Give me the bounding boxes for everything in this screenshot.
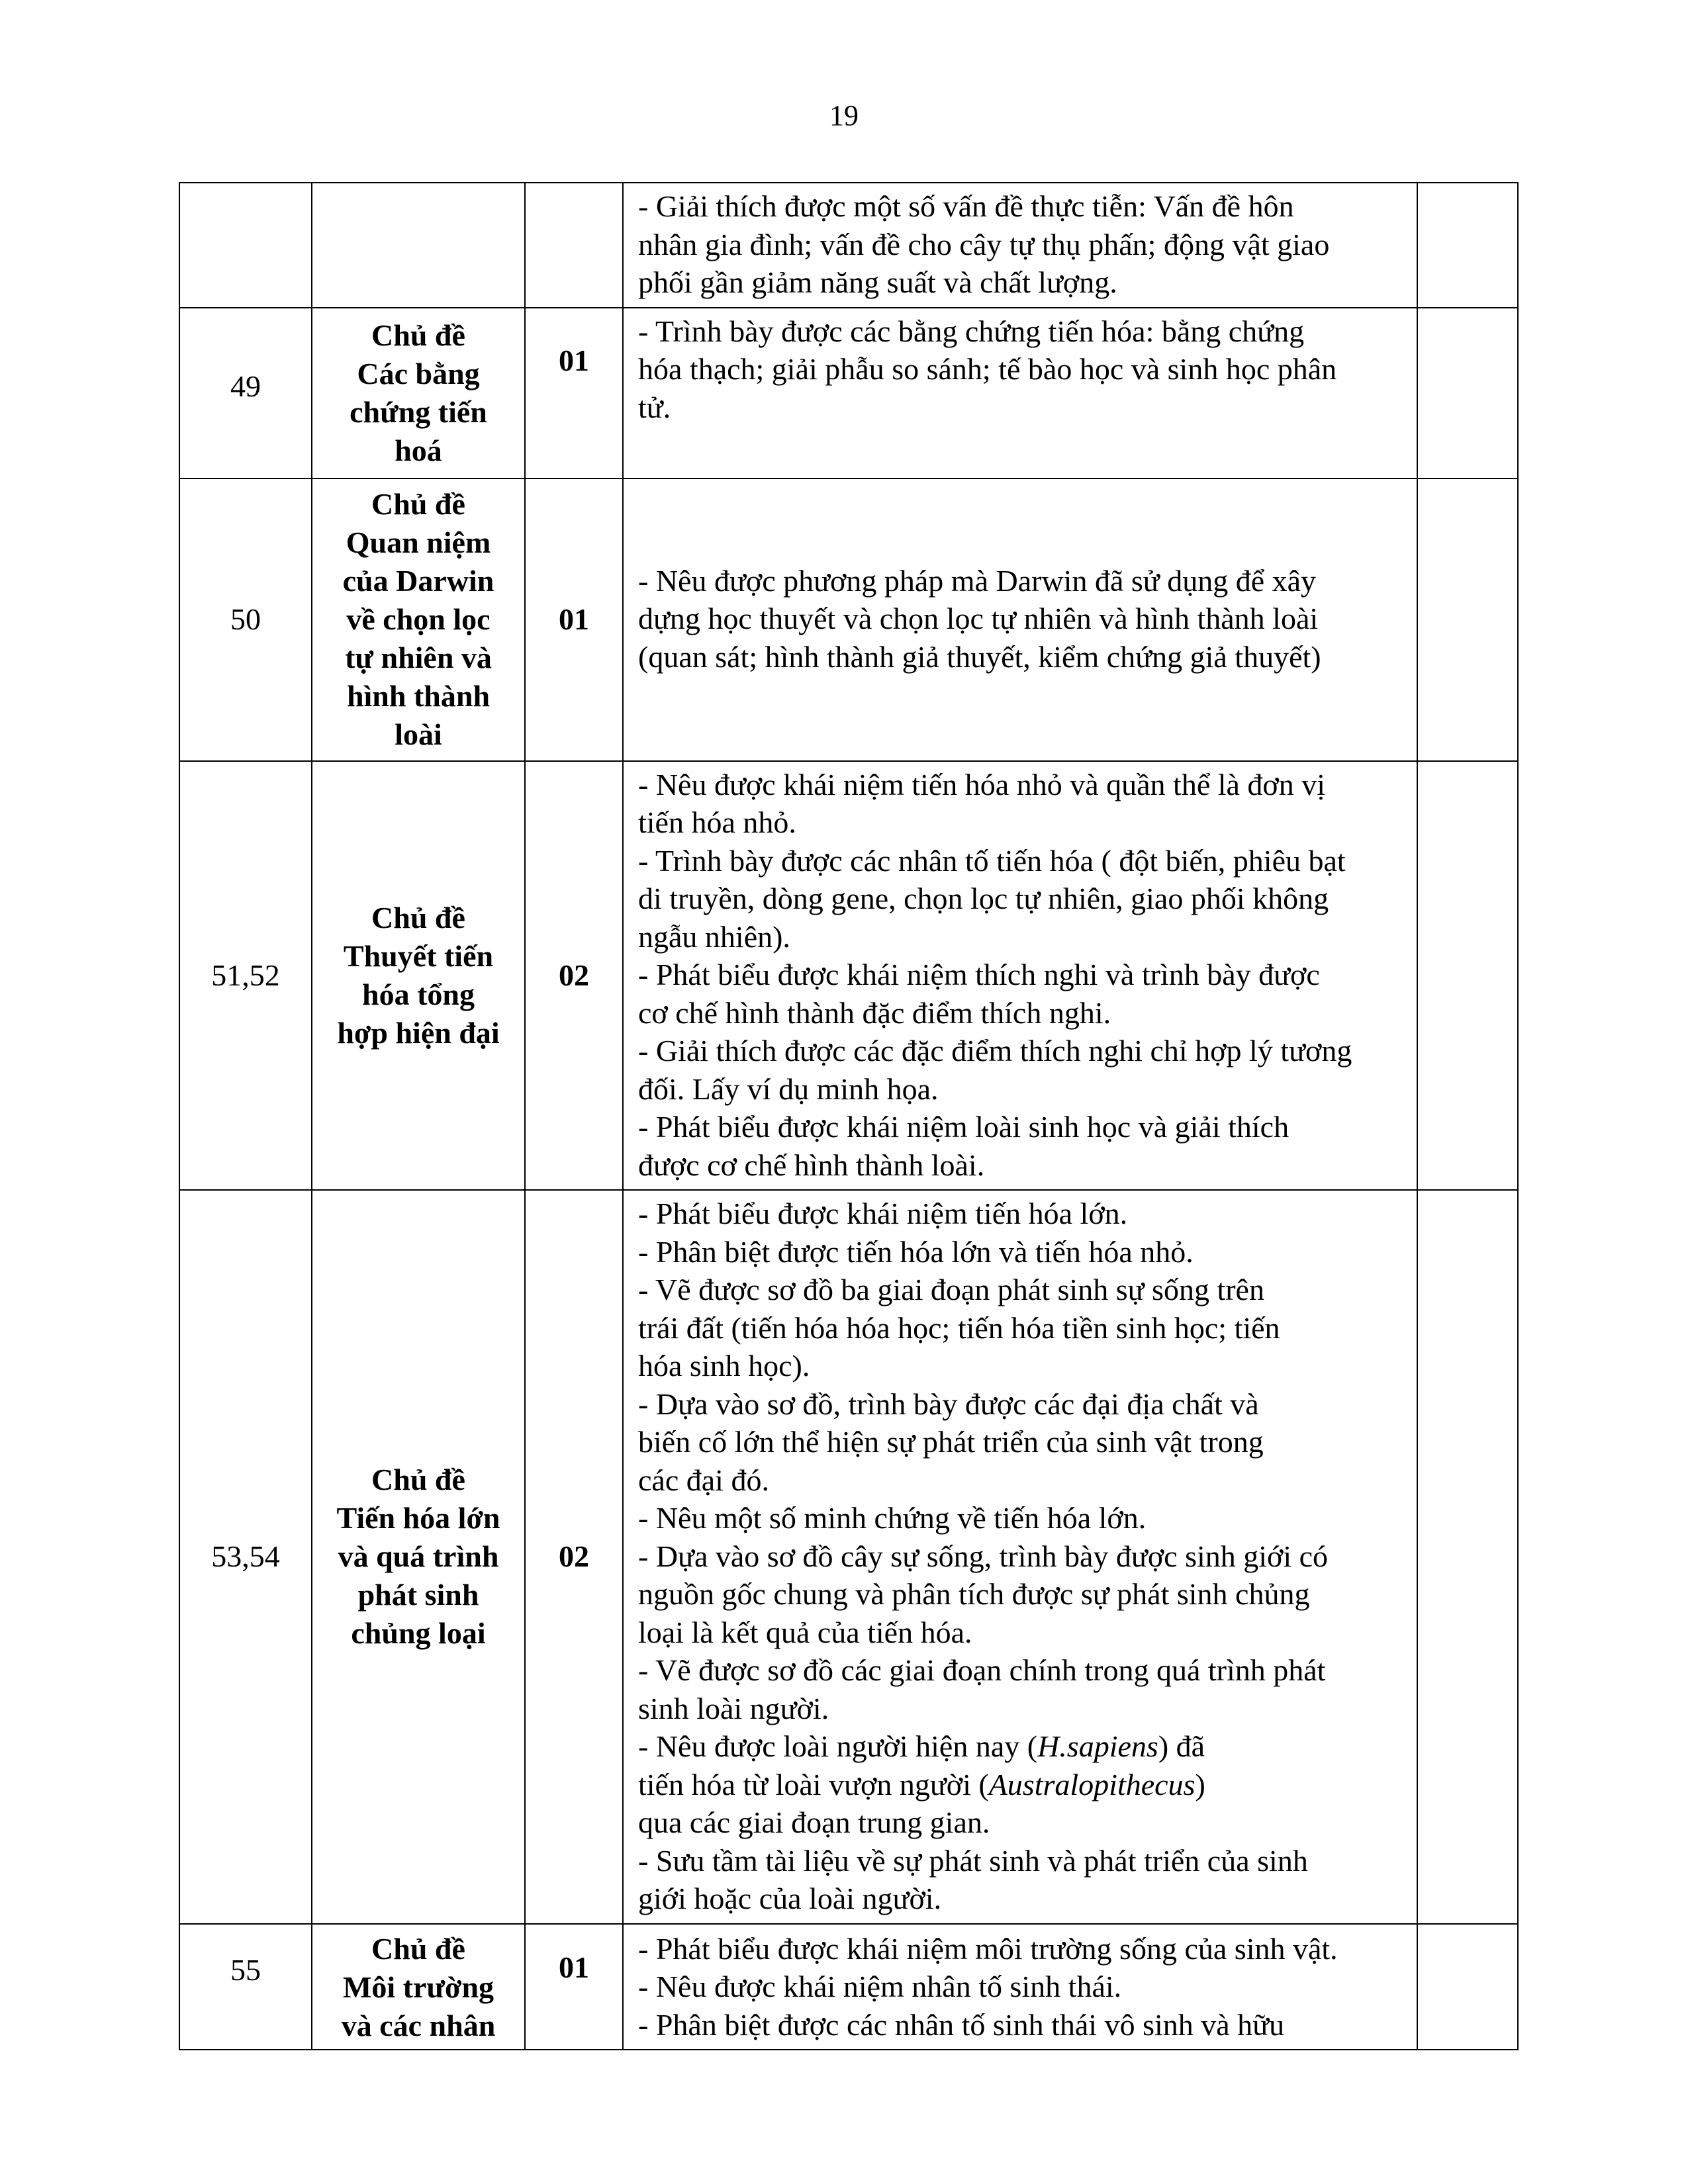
topic-line: Chủ đề bbox=[371, 900, 465, 934]
requirement-line: - Trình bày được các nhân tố tiến hóa ( đột biến, phiêu bạt bbox=[638, 843, 1346, 878]
requirements-cell bbox=[623, 1190, 1417, 1924]
requirement-line: trái đất (tiến hóa hóa học; tiến hóa tiền sinh học; tiến bbox=[638, 1310, 1280, 1345]
requirement-line: - Giải thích được một số vấn đề thực tiễn: Vấn đề hôn bbox=[638, 189, 1294, 223]
topic-line: hoá bbox=[395, 433, 442, 467]
periods-cell: 02 bbox=[525, 1190, 623, 1924]
lesson-cell: 51,52 bbox=[179, 761, 312, 1191]
table-row bbox=[179, 308, 1518, 478]
note-cell bbox=[1417, 1924, 1518, 2050]
topic-line: phát sinh bbox=[357, 1578, 479, 1612]
requirement-line: (quan sát; hình thành giả thuyết, kiểm chứng giả thuyết) bbox=[638, 639, 1321, 674]
requirement-line: - Nêu được phương pháp mà Darwin đã sử dụng để xây bbox=[638, 563, 1317, 598]
requirements-cell bbox=[623, 478, 1417, 761]
topic-line: Chủ đề bbox=[371, 487, 465, 521]
requirement-line: - Nêu một số minh chứng về tiến hóa lớn. bbox=[638, 1501, 1147, 1535]
requirement-line: - Nêu được loài người hiện nay (H.sapiens) đã bbox=[638, 1729, 1205, 1763]
topic-line: Chủ đề bbox=[371, 1931, 465, 1966]
requirement-line: dựng học thuyết và chọn lọc tự nhiên và hình thành loài bbox=[638, 602, 1319, 636]
topic-cell bbox=[312, 761, 525, 1191]
topic-cell bbox=[312, 183, 525, 308]
topic-line: Môi trường bbox=[342, 1970, 494, 2004]
requirement-line: - Giải thích được các đặc điểm thích nghi chỉ hợp lý tương bbox=[638, 1034, 1352, 1068]
requirement-line: tiến hóa từ loài vượn người (Australopithecus) bbox=[638, 1767, 1205, 1801]
topic-line: Các bằng bbox=[357, 356, 480, 390]
requirement-line: - Dựa vào sơ đồ cây sự sống, trình bày được sinh giới có bbox=[638, 1539, 1329, 1573]
requirement-line: - Phát biểu được khái niệm loài sinh học và giải thích bbox=[638, 1110, 1289, 1144]
requirement-line: - Vẽ được sơ đồ các giai đoạn chính trong quá trình phát bbox=[638, 1653, 1326, 1687]
topic-cell bbox=[312, 308, 525, 478]
periods-cell: 02 bbox=[525, 761, 623, 1191]
requirement-line: tử. bbox=[638, 390, 671, 424]
note-cell bbox=[1417, 183, 1518, 308]
requirement-line: - Phát biểu được khái niệm môi trường sống của sinh vật. bbox=[638, 1931, 1338, 1966]
lesson-cell: 55 bbox=[179, 1924, 312, 2050]
topic-line: của Darwin bbox=[342, 564, 494, 598]
requirement-line: nguồn gốc chung và phân tích được sự phát sinh chủng bbox=[638, 1577, 1310, 1611]
requirement-line: cơ chế hình thành đặc điểm thích nghi. bbox=[638, 995, 1111, 1030]
lesson-cell: 53,54 bbox=[179, 1190, 312, 1924]
requirements-cell bbox=[623, 308, 1417, 478]
requirement-line: hóa thạch; giải phẫu so sánh; tế bào học và sinh học phân bbox=[638, 352, 1337, 386]
requirement-line: - Sưu tầm tài liệu về sự phát sinh và phát triển của sinh bbox=[638, 1843, 1308, 1878]
topic-line: hợp hiện đại bbox=[337, 1015, 500, 1050]
requirement-line: - Phân biệt được tiến hóa lớn và tiến hóa nhỏ. bbox=[638, 1234, 1194, 1269]
table-row bbox=[179, 478, 1518, 761]
requirement-line: các đại đó. bbox=[638, 1463, 769, 1497]
topic-line: hóa tổng bbox=[362, 977, 475, 1011]
topic-line: tự nhiên và bbox=[345, 641, 492, 674]
table-row bbox=[179, 1190, 1518, 1924]
table-row bbox=[179, 183, 1518, 308]
requirement-line: ngẫu nhiên). bbox=[638, 919, 790, 954]
requirement-line: - Phát biểu được khái niệm thích nghi và trình bày được bbox=[638, 958, 1320, 991]
lesson-cell: 50 bbox=[179, 478, 312, 761]
topic-line: hình thành bbox=[346, 679, 491, 713]
requirement-line: giới hoặc của loài người. bbox=[638, 1882, 942, 1915]
requirement-line: - Trình bày được các bằng chứng tiến hóa: bằng chứng bbox=[638, 314, 1305, 348]
requirement-line: - Dựa vào sơ đồ, trình bày được các đại địa chất và bbox=[638, 1387, 1259, 1421]
note-cell bbox=[1417, 308, 1518, 478]
topic-cell bbox=[312, 1190, 525, 1924]
requirements-cell bbox=[623, 1924, 1417, 2050]
note-cell bbox=[1417, 1190, 1518, 1924]
topic-cell bbox=[312, 1924, 525, 2050]
requirement-line: được cơ chế hình thành loài. bbox=[638, 1148, 985, 1182]
periods-cell: 01 bbox=[525, 308, 623, 478]
requirement-line: sinh loài người. bbox=[638, 1691, 829, 1725]
requirement-line: đối. Lấy ví dụ minh họa. bbox=[638, 1071, 939, 1106]
requirement-line: - Nêu được khái niệm tiến hóa nhỏ và quần thể là đơn vị bbox=[638, 767, 1326, 801]
topic-cell bbox=[312, 478, 525, 761]
topic-line: Chủ đề bbox=[371, 1463, 465, 1497]
requirement-line: - Vẽ được sơ đồ ba giai đoạn phát sinh sự sống trên bbox=[638, 1273, 1264, 1306]
topic-line: Chủ đề bbox=[371, 318, 465, 352]
requirement-line: - Phát biểu được khái niệm tiến hóa lớn. bbox=[638, 1197, 1128, 1230]
periods-cell: 01 bbox=[525, 478, 623, 761]
requirement-line: nhân gia đình; vấn đề cho cây tự thụ phấn; động vật giao bbox=[638, 227, 1330, 261]
requirement-line: qua các giai đoạn trung gian. bbox=[638, 1805, 990, 1839]
periods-cell: 01 bbox=[525, 1924, 623, 2050]
requirements-cell bbox=[623, 183, 1417, 308]
lesson-cell bbox=[179, 183, 312, 308]
topic-line: chủng loại bbox=[351, 1616, 486, 1651]
page-number: 19 bbox=[829, 99, 859, 132]
topic-line: Tiến hóa lớn bbox=[336, 1501, 500, 1535]
periods-cell bbox=[525, 183, 623, 308]
lesson-cell: 49 bbox=[179, 308, 312, 478]
requirement-line: di truyền, dòng gene, chọn lọc tự nhiên, giao phối không bbox=[638, 882, 1329, 915]
topic-line: và quá trình bbox=[338, 1539, 499, 1574]
topic-line: Quan niệm bbox=[346, 525, 491, 559]
note-cell bbox=[1417, 761, 1518, 1191]
topic-line: Thuyết tiến bbox=[343, 938, 494, 973]
note-cell bbox=[1417, 478, 1518, 761]
requirement-line: - Nêu được khái niệm nhân tố sinh thái. bbox=[638, 1970, 1122, 2003]
requirement-line: - Phân biệt được các nhân tố sinh thái vô sinh và hữu bbox=[638, 2007, 1285, 2042]
requirement-line: biến cố lớn thể hiện sự phát triển của sinh vật trong bbox=[638, 1425, 1264, 1459]
requirement-line: phối gần giảm năng suất và chất lượng. bbox=[638, 265, 1117, 299]
table-row bbox=[179, 1924, 1518, 2050]
requirement-line: hóa sinh học). bbox=[638, 1349, 810, 1383]
topic-line: chứng tiến bbox=[350, 394, 487, 429]
requirement-line: loại là kết quả của tiến hóa. bbox=[638, 1615, 972, 1649]
requirements-cell bbox=[623, 761, 1417, 1191]
topic-line: và các nhân bbox=[341, 2008, 496, 2042]
curriculum-table bbox=[179, 182, 1519, 2050]
topic-line: về chọn lọc bbox=[346, 602, 491, 636]
table-row bbox=[179, 761, 1518, 1191]
topic-line: loài bbox=[395, 717, 442, 751]
requirement-line: tiến hóa nhỏ. bbox=[638, 805, 796, 839]
